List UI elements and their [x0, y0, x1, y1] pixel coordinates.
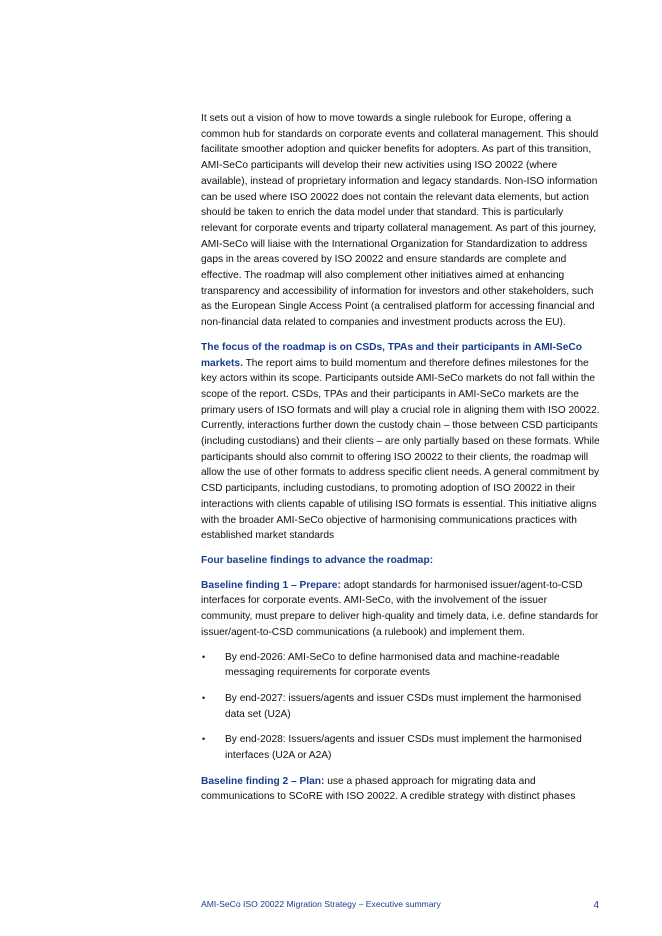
roadmap-focus-paragraph — [201, 340, 601, 544]
list-item — [201, 691, 601, 722]
list-item-text: By end-2028: Issuers/agents and issuer CSDs must implement the harmonised interfaces (U2A or A2A) — [225, 734, 582, 762]
baseline-finding-2-body: use a phased approach for migrating data and communications to SCoRE with ISO 20022. A credible strategy with distinct phases — [201, 775, 576, 803]
bullet-icon: • — [202, 692, 206, 703]
page-footer — [201, 899, 601, 909]
findings-heading: Four baseline findings to advance the roadmap: — [201, 554, 434, 566]
bullet-icon: • — [202, 651, 206, 662]
intro-paragraph: It sets out a vision of how to move towards a single rulebook for Europe, offering a common hub for standards on corporate events and collateral management. This should facilitate smoother adoption and quicker benefits for adopters. As part of this transition, AMI-SeCo participants will develop their new activities using ISO 20022 (where available), instead of proprietary information and legacy standards. Non-ISO information can be used where ISO 20022 does not contain the relevant data elements, but action should be taken to enrich the data model under that standard. This is particularly relevant for corporate events and triparty collateral management. As part of this journey, AMI-SeCo will liaise with the International Organization for Standardization to address gaps in the areas covered by ISO 20022 and ensure standards are complete and effective. The roadmap will also complement other initiatives aimed at enhancing transparency and accessibility of information for investors and other stakeholders, such as the European Single Access Point (a centralised platform for accessing financial and non-financial data related to companies and investment products across the EU). — [201, 113, 599, 329]
list-item-text: By end-2027: issuers/agents and issuer CSDs must implement the harmonised data set (U2A) — [225, 692, 582, 720]
baseline-finding-1-body: adopt standards for harmonised issuer/agent-to-CSD interfaces for corporate events. AMI-SeCo, with the involvement of the issuer community, must prepare to deliver high-quality and timely data, i.e. define standards for issuer/agent-to-CSD communications (a rulebook) and implement them. — [201, 579, 599, 638]
roadmap-focus-highlight: The focus of the roadmap is on CSDs, TPAs and their participants in AMI-SeCo markets. — [201, 341, 582, 369]
roadmap-focus-body: The report aims to build momentum and therefore defines milestones for the key actors within its scope. Participants outside AMI-SeCo markets do not fall within the scope of the report. CSDs, TPAs and their participants in AMI-SeCo markets are the primary users of ISO formats and will play a crucial role in aligning them with ISO 20022. Currently, interactions further down the custody chain – those between CSD participants (including custodians) and their clients – are only partially based on these formats. While participants should also commit to offering ISO 20022 to their clients, the roadmap will allow the use of other formats to address specific client needs. A general commitment by CSD participants, including custodians, to promoting adoption of ISO 20022 in their interactions with clients capable of utilising ISO formats is essential. This initiative aligns with the broader AMI-SeCo objective of harmonising communications practices with established market standards — [201, 357, 600, 542]
baseline-finding-2-title: Baseline finding 2 – Plan: — [201, 775, 325, 787]
list-item — [201, 732, 601, 763]
body-text — [201, 111, 601, 814]
list-item-text: By end-2026: AMI-SeCo to define harmonised data and machine-readable messaging requirements for corporate events — [225, 651, 560, 679]
footer-title: AMI-SeCo ISO 20022 Migration Strategy – Executive summary — [201, 899, 441, 909]
baseline-finding-1 — [201, 578, 601, 641]
baseline-finding-2 — [201, 774, 601, 805]
bullet-icon: • — [202, 734, 206, 745]
milestone-list — [201, 650, 601, 764]
page-number: 4 — [593, 900, 599, 911]
list-item — [201, 650, 601, 681]
baseline-finding-1-title: Baseline finding 1 – Prepare: — [201, 579, 341, 591]
